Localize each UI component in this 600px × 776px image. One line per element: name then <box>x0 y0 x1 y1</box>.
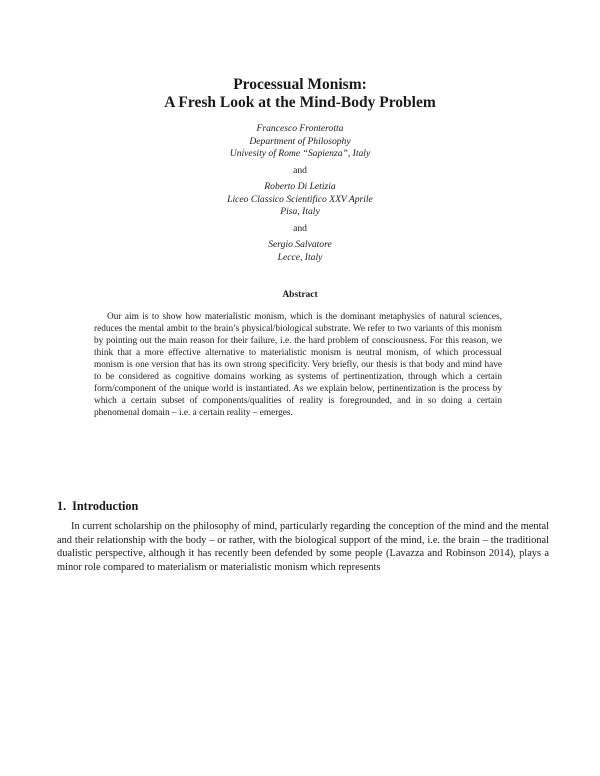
author-name: Sergio Salvatore <box>268 239 332 250</box>
paper-title <box>0 76 600 112</box>
abstract-heading: Abstract <box>282 290 318 300</box>
abstract-paragraph: Our aim is to show how materialistic monism, which is the dominant metaphysics of natural sciences, reduces the mental ambit to the brain’s physical/biological substrate. We refer to two variants of this monism by pointing out the main reason for their failure, i.e. the hard problem of consciousness. For this reason, we think that a more effective alternative to materialistic monism is neutral monism, of which processual monism is one version that has its own strong specificity. Very briefly, our thesis is that body and mind have to be considered as cognitive domains working as systems of pertinentization, through which a certain form/component of the unique world is instantiated. As we explain below, pertinentization is the process by which a certain subset of components/qualities of reality is foregrounded, and in so doing a certain phenomenal domain – i.e. a certain reality – emerges. <box>94 312 502 419</box>
author-affiliation: Department of Philosophy <box>249 135 351 147</box>
section-title-text: Introduction <box>72 499 139 513</box>
author-affiliation: Lecce, Italy <box>277 251 323 263</box>
author-separator: and <box>293 222 307 234</box>
body-paragraph: In current scholarship on the philosophy of mind, particularly regarding the conception of the mind and the mental and their relationship with the body – or rather, with the biological support of the mind, i.e. the brain – the traditional dualistic perspective, although it has recently been defended by some people (Lavazza and Robinson 2014), plays a minor role compared to materialism or materialistic monism which represents <box>57 521 549 573</box>
author-affiliation: Pisa, Italy <box>280 206 320 217</box>
author-name: Roberto Di Letizia <box>264 181 336 192</box>
abstract-body <box>94 311 502 419</box>
section-body <box>57 520 549 574</box>
author-separator: and <box>293 164 307 176</box>
section-number: 1. <box>57 499 67 513</box>
author-affiliation: Liceo Classico Scientifico XXV Aprile <box>227 193 373 205</box>
author-name: Francesco Fronterotta <box>256 123 344 134</box>
title-line-1: Processual Monism: <box>233 76 367 93</box>
author-affiliation: Univesity of Rome “Sapienza”, Italy <box>229 148 371 159</box>
author-block <box>0 123 600 264</box>
section-heading <box>57 499 138 514</box>
title-line-2: A Fresh Look at the Mind-Body Problem <box>164 94 436 111</box>
